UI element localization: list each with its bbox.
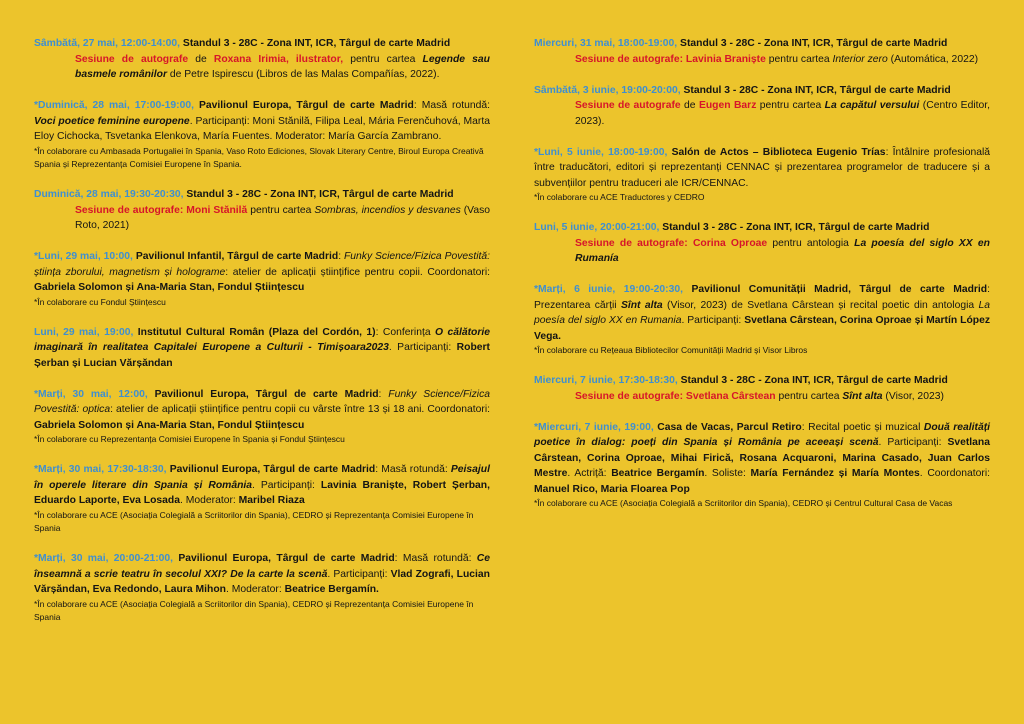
event-date: *Luni, 5 iunie, 18:00-19:00, xyxy=(534,146,668,158)
event-date: Miercuri, 31 mai, 18:00-19:00, xyxy=(534,38,678,49)
event-date: *Miercuri, 7 iunie, 19:00, xyxy=(534,421,654,433)
event-title: Funky Science/Fizica Povestită: știința zborului, magnetism și holograme xyxy=(34,251,490,278)
event-date: *Luni, 29 mai, 10:00, xyxy=(34,251,133,262)
event-date: *Marți, 30 mai, 17:30-18:30, xyxy=(34,464,167,475)
event-entry: *Marți, 6 iunie, 19:00-20:30, Pavilionul Comunității Madrid, Târgul de carte Madrid: Prezentarea cărții Sînt alta (Visor, 2023) de Svetlana Cârstean și recital poetic din antologia La poesía del siglo XX en Rumania. Participanți: Svetlana Cârstean, Corina Oproae și Martín López Vega. *În colaborare cu Rețeaua Bibliotecilor Comunității Madrid și Visor Libros xyxy=(534,282,990,358)
event-entry: Luni, 29 mai, 19:00, Institutul Cultural Român (Plaza del Cordón, 1): Conferința O călătorie imaginară în realitatea Capitalei Europene a Culturii - Timișoara2023. Participanți: Robert Șerban și Lucian Vărșăndan xyxy=(34,326,491,369)
event-people: Svetlana Cârstean, Corina Oproae, Mihai Firică, Rosana Acquaroni, Marina Casado, Juan Carlos Mestre xyxy=(534,437,990,479)
event-date: Sâmbătă, 27 mai, 12:00-14:00, xyxy=(34,38,181,49)
event-people: Gabriela Solomon și Ana-Maria Stan, Fondul Științescu xyxy=(34,282,305,293)
book-title: Legende sau basmele românilor xyxy=(75,53,490,80)
event-date: *Marți, 30 mai, 20:00-21:00, xyxy=(34,553,174,564)
event-date: Duminică, 28 mai, 19:30-20:30, xyxy=(34,189,184,200)
event-venue: Pavilionul Europa, Târgul de carte Madrid xyxy=(169,464,376,475)
event-title: Voci poetice feminine europene xyxy=(34,115,190,127)
event-coordinators: Manuel Rico, Maria Floarea Pop xyxy=(534,483,690,495)
collaboration-note: *În colaborare cu Reprezentanța Comisiei Europene în Spania și Fondul Științescu xyxy=(34,434,345,444)
event-people: Svetlana Cârstean, Corina Oproae și Martín López Vega. xyxy=(534,315,991,342)
event-entry: *Luni, 5 iunie, 18:00-19:00, Salón de Actos – Biblioteca Eugenio Trías: Întâlnire profesională între traducători, editori și reprezentanți CENNAC și prezentarea programelor de traducere și a subvențiilor pentru traduceri ale ICR/CENNAC. *În colaborare cu ACE Traductores y CEDRO xyxy=(534,145,990,205)
event-entry: *Marți, 30 mai, 17:30-18:30, Pavilionul Europa, Târgul de carte Madrid: Masă rotundă: Peisajul în operele literare din Spania și România. Participanți: Lavinia Braniște, Robert Șerban, Eduardo Laporte, Eva Losada. Moderator: Maribel Riaza *În colaborare cu ACE (Asociația Colegială a Scriitorilor din Spania), CEDRO și Reprezentanța Comisiei Europene în Spania xyxy=(34,462,490,536)
event-entry: Miercuri, 31 mai, 18:00-19:00, Standul 3 - 28C - Zona INT, ICR, Târgul de carte Madrid Sesiune de autografe: Lavinia Braniște pentru cartea Interior zero (Automática, 2022) xyxy=(534,38,979,65)
autograph-session-label: Sesiune de autografe: Lavinia Braniște xyxy=(575,53,766,65)
event-date: *Marți, 6 iunie, 19:00-20:30, xyxy=(534,284,684,295)
event-venue: Casa de Vacas, Parcul Retiro xyxy=(657,421,802,433)
book-title: Interior zero xyxy=(832,53,888,65)
event-date: Luni, 5 iunie, 20:00-21:00, xyxy=(534,222,660,233)
event-entry: Miercuri, 7 iunie, 17:30-18:30, Standul 3 - 28C - Zona INT, ICR, Târgul de carte Madrid Sesiune de autografe: Svetlana Cârstean pentru cartea Sînt alta (Visor, 2023) xyxy=(534,375,948,402)
event-title: Peisajul în operele literare din Spania și România xyxy=(34,464,491,491)
event-entry: *Marți, 30 mai, 20:00-21:00, Pavilionul Europa, Târgul de carte Madrid: Masă rotundă: Ce înseamnă a scrie teatru în secolul XXI? De la carte la scenă. Participanți: Vlad Zografi, Lucian Vărșăndan, Eva Redondo, Laura Mihon. Moderator: Beatrice Bergamín. *În colaborare cu ACE (Asociația Colegială a Scriitorilor din Spania), CEDRO și Reprezentanța Comisiei Europene în Spania xyxy=(34,551,490,625)
event-venue: Standul 3 - 28C - Zona INT, ICR, Târgul de carte Madrid xyxy=(662,222,930,233)
event-venue: Pavilionul Infantil, Târgul de carte Madrid xyxy=(135,251,339,262)
collaboration-note: *În colaborare cu ACE (Asociația Colegială a Scriitorilor din Spania), CEDRO și Reprezentanța Comisiei Europene în Spania xyxy=(34,598,474,622)
event-moderator: Beatrice Bergamín. xyxy=(284,584,379,595)
anthology-title: La poesía del siglo XX en Rumania xyxy=(534,299,991,326)
event-entry: Luni, 5 iunie, 20:00-21:00, Standul 3 - 28C - Zona INT, ICR, Târgul de carte Madrid Sesiune de autografe: Corina Oproae pentru antologia La poesía del siglo XX en Rumanía xyxy=(534,222,990,264)
event-venue: Pavilionul Europa, Târgul de carte Madrid xyxy=(154,388,379,400)
event-entry: Sâmbătă, 3 iunie, 19:00-20:00, Standul 3 - 28C - Zona INT, ICR, Târgul de carte Madrid Sesiune de autografe de Eugen Barz pentru cartea La capătul versului (Centro Editor, 2023). xyxy=(534,84,990,127)
book-title: La capătul versului xyxy=(824,100,920,111)
event-title: Funky Science/Fizica Povestită: optica xyxy=(34,388,490,415)
event-title: Două realități poetice în dialog: poeți din Spania și România pe aceeași scenă xyxy=(534,421,991,448)
autograph-session-label: Sesiune de autografe: Corina Oproae xyxy=(575,237,768,249)
book-title: Sînt alta xyxy=(842,390,883,402)
event-date: Miercuri, 7 iunie, 17:30-18:30, xyxy=(534,375,678,386)
event-date: Sâmbătă, 3 iunie, 19:00-20:00, xyxy=(534,84,681,96)
autograph-session-label: Sesiune de autografe xyxy=(75,53,189,65)
event-people: Lavinia Braniște, Robert Șerban, Eduardo Laporte, Eva Losada xyxy=(34,479,490,506)
collaboration-note: *În colaborare cu Rețeaua Bibliotecilor Comunității Madrid și Visor Libros xyxy=(534,345,808,355)
event-people: Vlad Zografi, Lucian Vărșăndan, Eva Redondo, Laura Mihon xyxy=(34,568,490,595)
autograph-session-label: Sesiune de autografe xyxy=(575,100,681,111)
autograph-session-label: Sesiune de autografe: Moni Stănilă xyxy=(75,204,248,216)
collaboration-note: *În colaborare cu Fondul Științescu xyxy=(34,296,166,307)
event-date: Luni, 29 mai, 19:00, xyxy=(34,326,134,338)
autograph-session-label: Sesiune de autografe: Svetlana Cârstean xyxy=(575,390,776,402)
book-title: La poesía del siglo XX en Rumanía xyxy=(575,237,990,264)
event-venue: Standul 3 - 28C - Zona INT, ICR, Târgul de carte Madrid xyxy=(683,84,951,96)
event-entry: *Marți, 30 mai, 12:00, Pavilionul Europa, Târgul de carte Madrid: Funky Science/Fizica Povestită: optica: atelier de aplicații științifice pentru copii cu vârste între 13 și 18 ani. Coordonatori: Gabriela Solomon și Ana-Maria Stan, Fondul Științescu *În colaborare cu Reprezentanța Comisiei Europene în Spania și Fondul Științescu xyxy=(34,387,490,447)
event-entry: *Luni, 29 mai, 10:00, Pavilionul Infantil, Târgul de carte Madrid: Funky Science/Fizica Povestită: știința zborului, magnetism și holograme: atelier de aplicații științifice pentru copii. Coordonatori: Gabriela Solomon și Ana-Maria Stan, Fondul Științescu *În colaborare cu Fondul Științescu xyxy=(34,249,490,309)
event-date: *Duminică, 28 mai, 17:00-19:00, xyxy=(34,100,194,111)
event-entry: Sâmbătă, 27 mai, 12:00-14:00, Standul 3 - 28C - Zona INT, ICR, Târgul de carte Madrid Sesiune de autografe de Roxana Irimia, ilustrator, pentru cartea Legende sau basmele românilor de Petre Ispirescu (Libros de las Malas Compañías, 2022). xyxy=(34,38,490,80)
event-moderator: Maribel Riaza xyxy=(238,495,305,506)
event-soloists: María Fernández și María Montes xyxy=(750,468,920,479)
event-title: O călătorie imaginară în realitatea Capitalei Europene a Culturii - Timișoara2023 xyxy=(34,326,490,353)
event-title: Ce înseamnă a scrie teatru în secolul XXI? De la carte la scenă xyxy=(34,553,491,580)
event-date: *Marți, 30 mai, 12:00, xyxy=(34,388,148,400)
event-venue: Pavilionul Europa, Târgul de carte Madrid xyxy=(178,553,395,564)
event-entry: Duminică, 28 mai, 19:30-20:30, Standul 3 - 28C - Zona INT, ICR, Târgul de carte Madrid Sesiune de autografe: Moni Stănilă pentru cartea Sombras, incendios y desvanes (Vaso Roto, 2021) xyxy=(34,189,490,231)
event-person: Roxana Irimia, ilustrator, xyxy=(213,53,344,65)
event-venue: Standul 3 - 28C - Zona INT, ICR, Târgul de carte Madrid xyxy=(680,375,948,386)
event-venue: Standul 3 - 28C - Zona INT, ICR, Târgul de carte Madrid xyxy=(182,38,451,49)
event-entry: *Miercuri, 7 iunie, 19:00, Casa de Vacas, Parcul Retiro: Recital poetic și muzical Două realități poetice în dialog: poeți din Spania și România pe aceeași scenă. Participanți: Svetlana Cârstean, Corina Oproae, Mihai Firică, Rosana Acquaroni, Marina Casado, Juan Carlos Mestre. Actriță: Beatrice Bergamín. Soliste: María Fernández și María Montes. Coordonatori: Manuel Rico, Maria Floarea Pop *În colaborare cu ACE (Asociația Colegială a Scriitorilor din Spania), CEDRO și Centrul Cultural Casa de Vacas xyxy=(534,420,990,511)
left-column xyxy=(34,36,490,625)
collaboration-note: *În colaborare cu ACE (Asociația Colegială a Scriitorilor din Spania), CEDRO și Reprezentanța Comisiei Europene în Spania xyxy=(34,509,474,533)
event-venue: Standul 3 - 28C - Zona INT, ICR, Târgul de carte Madrid xyxy=(186,189,454,200)
collaboration-note: *În colaborare cu ACE (Asociația Colegială a Scriitorilor din Spania), CEDRO și Centrul Cultural Casa de Vacas xyxy=(534,498,953,508)
event-venue: Pavilionul Europa, Târgul de carte Madrid xyxy=(199,100,414,111)
collaboration-note: *În colaborare cu ACE Traductores y CEDRO xyxy=(534,192,705,202)
book-title: Sînt alta xyxy=(620,299,663,311)
right-column xyxy=(534,36,990,511)
event-people: Robert Șerban și Lucian Vărșăndan xyxy=(34,342,491,369)
event-venue: Salón de Actos – Biblioteca Eugenio Trías xyxy=(671,146,886,158)
event-venue: Pavilionul Comunității Madrid, Târgul de carte Madrid xyxy=(691,284,988,295)
event-venue: Institutul Cultural Român (Plaza del Cordón, 1) xyxy=(137,326,376,338)
event-actress: Beatrice Bergamín xyxy=(611,468,705,479)
event-person: Eugen Barz xyxy=(698,100,757,111)
event-venue: Standul 3 - 28C - Zona INT, ICR, Târgul de carte Madrid xyxy=(680,38,948,49)
collaboration-note: *În colaborare cu Ambasada Portugaliei în Spania, Vaso Roto Ediciones, Slovak Literary Centre, Biroul Europa Creativă Spania și Reprezentanța Comisiei Europene în Spania. xyxy=(34,145,484,169)
event-people: Gabriela Solomon și Ana-Maria Stan, Fondul Științescu xyxy=(34,419,305,431)
event-entry: *Duminică, 28 mai, 17:00-19:00, Pavilionul Europa, Târgul de carte Madrid: Masă rotundă: Voci poetice feminine europene. Participanți: Moni Stănilă, Filipa Leal, Mária Ferenčuhová, Marta Eloy Cichocka, Tsvetanka Elenkova, María Fuentes. Moderator: María García Zambrano. *În colaborare cu Ambasada Portugaliei în Spania, Vaso Roto Ediciones, Slovak Literary Centre, Biroul Europa Creativă Spania și Reprezentanța Comisiei Europene în Spania. xyxy=(34,98,490,172)
book-title: Sombras, incendios y desvanes xyxy=(314,204,461,216)
